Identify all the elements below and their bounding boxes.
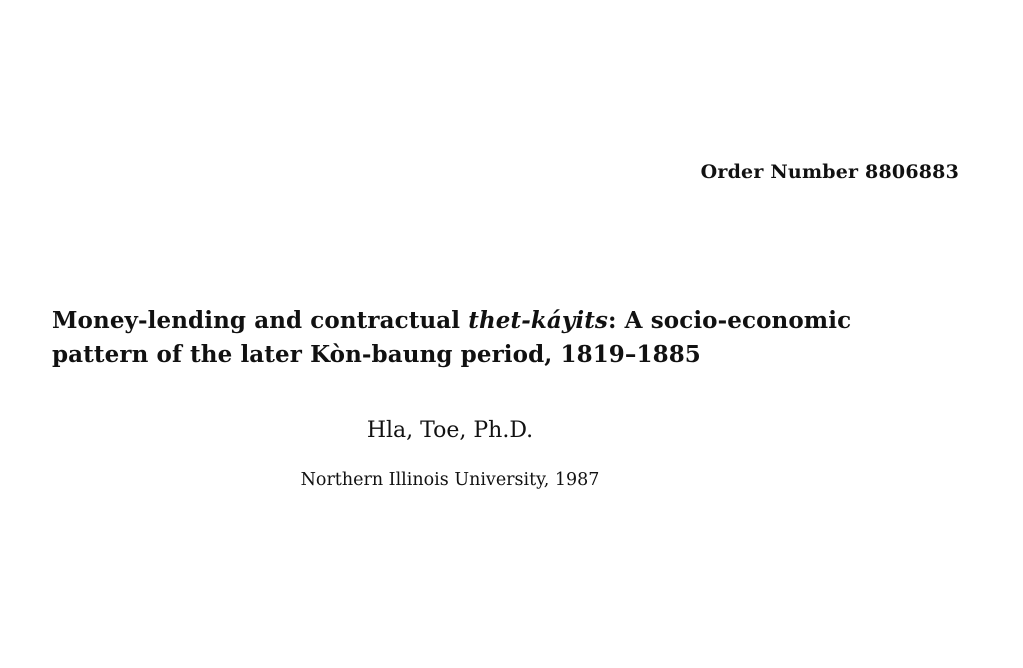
title-line-2: pattern of the later Kòn-baung period, 1819–1885 xyxy=(52,341,701,368)
order-number: Order Number 8806883 xyxy=(700,161,959,183)
title-line-1-start: Money-lending and contractual xyxy=(52,307,469,334)
dissertation-title xyxy=(52,304,851,372)
institution-year: Northern Illinois University, 1987 xyxy=(300,470,600,490)
title-italic-term: thet-káyits xyxy=(468,307,608,334)
title-line-1 xyxy=(52,304,851,338)
author-name: Hla, Toe, Ph.D. xyxy=(366,418,534,443)
title-line-1-end: : A socio-economic xyxy=(607,307,852,334)
